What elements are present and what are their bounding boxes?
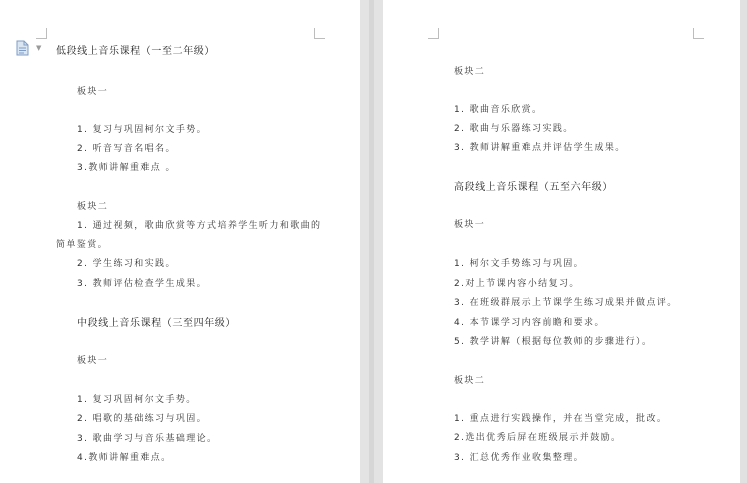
list-item: 1. 重点进行实践操作，并在当堂完成，批改。 [454, 414, 668, 424]
section-title: 板块一 [454, 220, 486, 230]
crop-mark-top-right [693, 28, 704, 39]
section-title: 板块二 [454, 67, 486, 77]
page-gutter-right [740, 0, 747, 483]
list-item: 3. 教师评估检查学生成果。 [77, 279, 208, 289]
list-item: 2.对上节课内容小结复习。 [454, 279, 580, 289]
list-item: 2.选出优秀后屏在班级展示并鼓励。 [454, 433, 622, 443]
list-item: 2. 歌曲与乐器练习实践。 [454, 124, 574, 134]
list-item: 5. 教学讲解（根据每位教师的步骤进行）。 [454, 337, 653, 347]
section-title: 板块一 [77, 87, 109, 97]
list-item: 3. 在班级群展示上节课学生练习成果并做点评。 [454, 298, 678, 308]
list-item: 1. 复习巩固柯尔文手势。 [77, 395, 197, 405]
list-item: 1. 通过视频，歌曲欣赏等方式培养学生听力和歌曲的 [77, 221, 322, 231]
heading-middle-grade: 中段线上音乐课程（三至四年级） [77, 318, 236, 329]
list-item: 3. 汇总优秀作业收集整理。 [454, 453, 585, 463]
document-page-right [383, 0, 740, 483]
crop-mark-top-right [314, 28, 325, 39]
list-item: 2. 学生练习和实践。 [77, 259, 176, 269]
crop-mark-top-left [36, 28, 47, 39]
chevron-down-icon[interactable]: ▼ [36, 44, 42, 52]
list-item: 2. 听音写音名唱名。 [77, 144, 176, 154]
list-item: 3. 教师讲解重难点并评估学生成果。 [454, 143, 626, 153]
section-title: 板块二 [77, 202, 109, 212]
list-item: 3.教师讲解重难点 。 [77, 163, 176, 173]
heading-low-grade: 低段线上音乐课程（一至二年级） [56, 46, 215, 57]
list-item: 4. 本节课学习内容前瞻和要求。 [454, 318, 605, 328]
list-item-continuation: 简单鉴赏。 [56, 240, 109, 250]
crop-mark-top-left [428, 28, 439, 39]
list-item: 4.教师讲解重难点。 [77, 453, 172, 463]
list-item: 1. 复习与巩固柯尔文手势。 [77, 125, 208, 135]
document-page-left [0, 0, 360, 483]
document-icon[interactable] [16, 40, 29, 56]
list-item: 1. 歌曲音乐欣赏。 [454, 105, 543, 115]
list-item: 1. 柯尔文手势练习与巩固。 [454, 259, 585, 269]
list-item: 3. 歌曲学习与音乐基础理论。 [77, 434, 218, 444]
heading-high-grade: 高段线上音乐课程（五至六年级） [454, 182, 613, 193]
section-title: 板块一 [77, 356, 109, 366]
list-item: 2. 唱歌的基础练习与巩固。 [77, 414, 208, 424]
page-gutter [360, 0, 383, 483]
section-title: 板块二 [454, 376, 486, 386]
